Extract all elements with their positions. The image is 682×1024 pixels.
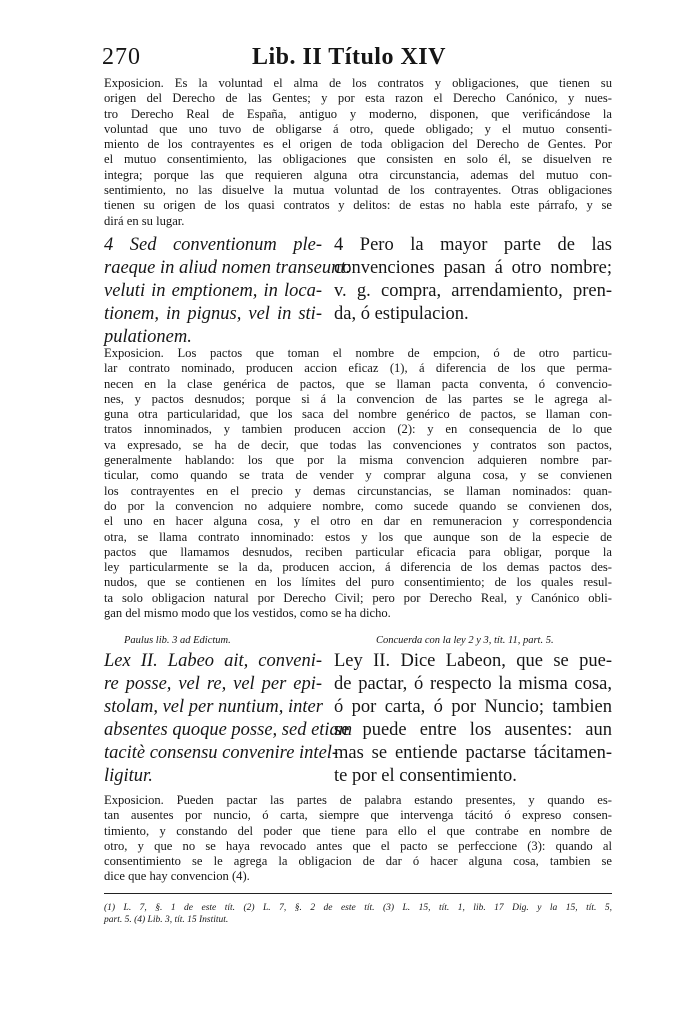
text-line: necen en la clase genérica de pactos, que se llaman pacta conventa, ó convencio- — [104, 376, 612, 391]
page-header — [84, 44, 620, 74]
text-line: generalmente hablando: los que por la misma convencion adquieren nombre par- — [104, 453, 612, 468]
text-line: otra, se llama contrato innominado: estos y los que aunque son de la especie de — [104, 529, 612, 544]
text-line: sentimiento, no las disuelve la mutua voluntad de los contrayentes. Otras obligaciones — [104, 183, 612, 198]
spanish-line: v. g. compra, arrendamiento, pren- — [334, 281, 612, 301]
text-line: guna otra particularidad, que los saca del nombre genérico de pactos, se llaman con- — [104, 407, 612, 422]
spanish-line: te por el consentimiento. — [334, 766, 517, 786]
text-line: otro, y que no se haya revocado antes que el pacto se perfeccione (3): quando al — [104, 838, 612, 853]
text-line: Exposicion. Los pactos que toman el nombre de empcion, ó de otro particu- — [104, 346, 612, 360]
latin-line: Lex II. Labeo ait, conveni- — [104, 651, 322, 671]
text-line: origen del Derecho de las Gentes; y por esta razon el Derecho Canónico, y nues- — [104, 91, 612, 106]
text-line: ley particularmente se la da, producen accion, á diferencia de los demas pactos des- — [104, 560, 612, 575]
text-line: lar contrato nominado, producen accion eficaz (1), á diferencia de los que perma- — [104, 361, 612, 376]
latin-line: stolam, vel per nuntium, inter — [104, 697, 323, 717]
text-line: tro Derecho Real de España, antiguo y moderno, disponen, que verificándose la — [104, 106, 612, 121]
text-line: va expresado, se ha de decir, que todas las convenciones y contratos son pactos, — [104, 437, 612, 452]
text-line: tan ausentes por nuncio, ó carta, siempre que intervenga tácitó ó expreso consen- — [104, 808, 612, 823]
text-line: integra; porque las que requieren alguna otra circunstancia, ademas del mutuo con- — [104, 167, 612, 182]
latin-column-lex-2 — [104, 650, 353, 788]
latin-line: tionem, in pignus, vel in sti- — [104, 304, 322, 324]
latin-line: absentes quoque posse, sed etiam — [104, 720, 353, 740]
latin-line: pulationem. — [104, 327, 192, 347]
text-line: tratos innominados, y tambien producen accion (2): y en consequencia de lo que — [104, 422, 612, 437]
text-line: consentimiento se le agrega la obligacion de dar ó hacer alguna cosa, tambien se — [104, 854, 612, 869]
running-title: Lib. II Título XIV — [252, 44, 446, 70]
text-line: Exposicion. Pueden pactar las partes de palabra estando presentes, y quando es- — [104, 793, 612, 807]
latin-column-section-4 — [104, 234, 352, 349]
exposition-paragraph-1 — [104, 76, 612, 229]
text-line: ticular, como quando se trata de vender y comprar alguna cosa, y se convienen — [104, 468, 612, 483]
spanish-line: ó por carta, ó por Nuncio; tambien — [334, 697, 612, 717]
text-line: do por la convencion no adquiere nombre, como sucede quando se convienen dos, — [104, 498, 612, 513]
latin-line: raeque in aliud nomen transeunt: — [104, 258, 352, 278]
latin-source-citation: Paulus lib. 3 ad Edictum. — [124, 635, 231, 646]
text-line: voluntad que uno tuvo de obligarse á otro, quede obligado; y el mutuo consenti- — [104, 121, 612, 136]
text-line: miento de los contrayentes es el origen de toda obligacion del Derecho de Gentes. Por — [104, 137, 612, 152]
spanish-line: Ley II. Dice Labeon, que se pue- — [334, 651, 612, 671]
latin-line: 4 Sed conventionum ple- — [104, 235, 322, 255]
latin-line: tacitè consensu convenire intel- — [104, 743, 339, 763]
exposition-paragraph-2 — [104, 346, 612, 621]
text-line: Exposicion. Es la voluntad el alma de los contratos y obligaciones, que tienen su — [104, 76, 612, 90]
text-line: timiento, y constando del poder que tiene para ello el que contrabe en nombre de — [104, 823, 612, 838]
exposition-paragraph-3 — [104, 793, 612, 885]
footnote-line: part. 5. (4) Lib. 3, tít. 15 Institut. — [104, 915, 229, 925]
spanish-column-ley-2 — [334, 650, 612, 788]
text-line: nes, y pactos desnudos; porque si á la convencion de las partes se le agrega al- — [104, 391, 612, 406]
spanish-concordance-citation: Concuerda con la ley 2 y 3, tít. 11, part. 5. — [376, 635, 554, 646]
text-line: tienen su origen de los quasi contratos y delitos: de estas no habla este párrafo, y se — [104, 198, 612, 213]
text-line: pactos que llamamos desnudos, reciben particular eficacia para obligar, porque la — [104, 544, 612, 559]
text-line: el mutuo consentimiento, las obligaciones que consisten en solo él, se disuelven re — [104, 152, 612, 167]
footnotes — [104, 902, 612, 926]
footnote-divider — [104, 893, 612, 894]
latin-line: veluti in emptionem, in loca- — [104, 281, 322, 301]
spanish-line: de pactar, ó respecto la misma cosa, — [334, 674, 612, 694]
latin-line: re posse, vel re, vel per epi- — [104, 674, 322, 694]
spanish-line: da, ó estipulacion. — [334, 304, 469, 324]
text-line: gan del mismo modo que los vestidos, como se ha dicho. — [104, 606, 391, 621]
spanish-line: mas se entiende pactarse tácitamen- — [334, 743, 612, 763]
text-line: dirá en su lugar. — [104, 213, 185, 228]
text-line: dice que hay convencion (4). — [104, 869, 250, 884]
text-line: el uno en hacer alguna cosa, y el otro en dar en remuneracion y correspondencia — [104, 514, 612, 529]
spanish-line: se puede entre los ausentes: aun — [334, 720, 612, 740]
text-line: los contrayentes en el precio y demas circunstancias, se llaman nominados: quan- — [104, 483, 612, 498]
page-number: 270 — [102, 44, 141, 70]
spanish-line: 4 Pero la mayor parte de las — [334, 235, 612, 255]
spanish-column-section-4 — [334, 234, 612, 326]
text-line: nudos, que se contienen en los límites del puro consentimiento; de los quales resul- — [104, 575, 612, 590]
spanish-line: convenciones pasan á otro nombre; — [334, 258, 612, 278]
latin-line: ligitur. — [104, 766, 153, 786]
text-line: ta solo obligacion natural por Derecho Civil; pero por Derecho Real, y Canónico obli- — [104, 590, 612, 605]
footnote-line: (1) L. 7, §. 1 de este tít. (2) L. 7, §. 2 de este tít. (3) L. 15, tít. 1, lib. 17 Dig. y la 15, tít. 5, — [104, 903, 612, 913]
